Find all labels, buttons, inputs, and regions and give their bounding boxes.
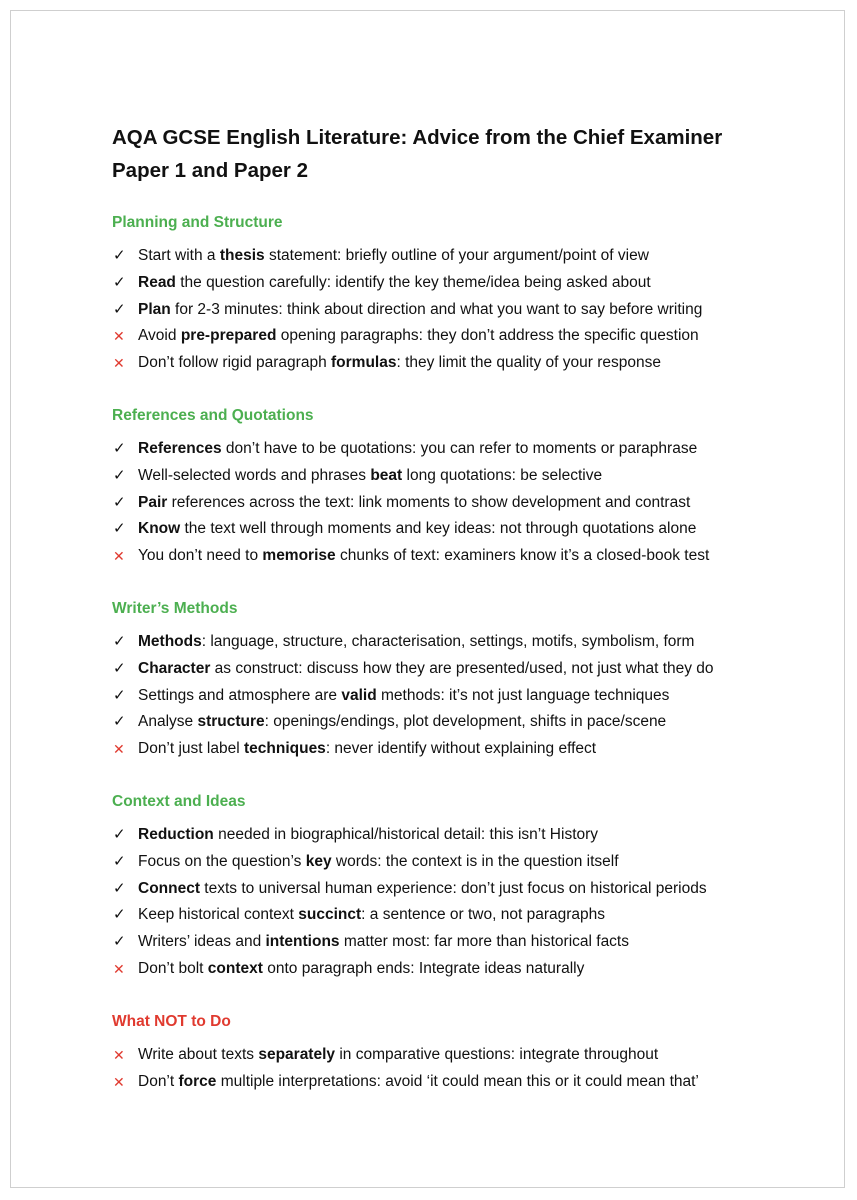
check-icon: ✓ bbox=[113, 713, 126, 731]
advice-item bbox=[112, 490, 792, 517]
section-4 bbox=[112, 791, 792, 983]
advice-item bbox=[112, 270, 792, 297]
advice-keyword: key bbox=[305, 852, 332, 870]
check-icon: ✓ bbox=[113, 273, 126, 291]
advice-list bbox=[112, 629, 792, 763]
cross-icon: ✕ bbox=[113, 1046, 125, 1063]
advice-text-after: : language, structure, characterisation, settings, motifs, symbolism, form bbox=[201, 632, 695, 650]
section-1 bbox=[112, 212, 792, 377]
advice-text-after: matter most: far more than historical facts bbox=[339, 933, 629, 951]
check-icon: ✓ bbox=[113, 852, 126, 870]
advice-text-after: methods: it’s not just language techniques bbox=[376, 686, 670, 704]
advice-text-after: multiple interpretations: avoid ‘it could mean this or it could mean that’ bbox=[216, 1072, 699, 1090]
advice-text-after: : a sentence or two, not paragraphs bbox=[361, 906, 606, 924]
advice-item bbox=[112, 929, 792, 956]
advice-item bbox=[112, 516, 792, 543]
advice-keyword: separately bbox=[258, 1045, 336, 1063]
cross-icon: ✕ bbox=[113, 328, 125, 345]
check-icon: ✓ bbox=[113, 493, 126, 511]
check-icon: ✓ bbox=[113, 247, 126, 264]
advice-text-before: Focus on the question’s bbox=[138, 852, 306, 870]
advice-text-after: long quotations: be selective bbox=[402, 466, 603, 484]
advice-item bbox=[112, 709, 792, 736]
title-line-1: AQA GCSE English Literature: Advice from the Chief Examiner bbox=[112, 126, 723, 149]
advice-keyword: beat bbox=[370, 466, 403, 484]
cross-icon: ✕ bbox=[113, 548, 125, 565]
advice-keyword: Reduction bbox=[138, 825, 214, 843]
advice-text-after: chunks of text: examiners know it’s a closed-book test bbox=[335, 547, 710, 565]
cross-icon: ✕ bbox=[113, 1073, 125, 1090]
advice-text-after: the text well through moments and key ideas: not through quotations alone bbox=[180, 520, 697, 538]
check-icon: ✓ bbox=[113, 659, 126, 677]
advice-item bbox=[112, 822, 792, 849]
advice-text-before: Don’t bbox=[138, 1072, 179, 1090]
advice-keyword: Methods bbox=[138, 632, 202, 650]
check-icon: ✓ bbox=[113, 906, 126, 924]
advice-item bbox=[112, 683, 792, 710]
cross-icon: ✕ bbox=[113, 960, 125, 977]
advice-item bbox=[112, 736, 792, 763]
advice-keyword: Connect bbox=[138, 879, 200, 897]
sections-container bbox=[112, 212, 792, 1095]
advice-text-after: for 2-3 minutes: think about direction and what you want to say before writing bbox=[170, 300, 703, 318]
advice-keyword: force bbox=[178, 1072, 217, 1090]
advice-text-after: : never identify without explaining effect bbox=[325, 740, 597, 758]
advice-text-after: : they limit the quality of your response bbox=[396, 354, 661, 372]
advice-text-before: Well-selected words and phrases bbox=[138, 466, 371, 484]
advice-text-after: don’t have to be quotations: you can refer to moments or paraphrase bbox=[221, 439, 698, 457]
advice-item bbox=[112, 463, 792, 490]
advice-keyword: thesis bbox=[219, 247, 265, 264]
advice-keyword: References bbox=[138, 439, 222, 457]
section-heading: What NOT to Do bbox=[112, 1012, 231, 1030]
document-content bbox=[112, 121, 792, 1095]
advice-item bbox=[112, 436, 792, 463]
advice-list bbox=[112, 436, 792, 570]
advice-item bbox=[112, 902, 792, 929]
advice-keyword: Read bbox=[138, 273, 176, 291]
section-heading: References and Quotations bbox=[112, 406, 314, 424]
section-heading: Planning and Structure bbox=[112, 214, 283, 231]
advice-text-before: Writers’ ideas and bbox=[138, 933, 266, 951]
section-2 bbox=[112, 405, 792, 570]
advice-keyword: Pair bbox=[138, 493, 168, 511]
advice-text-before: Settings and atmosphere are bbox=[138, 686, 342, 704]
advice-text-before: You don’t need to bbox=[138, 547, 263, 565]
advice-list bbox=[112, 243, 792, 377]
check-icon: ✓ bbox=[113, 520, 126, 538]
advice-text-before: Avoid bbox=[138, 327, 181, 345]
section-5 bbox=[112, 1011, 792, 1096]
advice-item bbox=[112, 543, 792, 570]
section-heading: Context and Ideas bbox=[112, 792, 246, 810]
advice-keyword: formulas bbox=[331, 354, 397, 372]
advice-text-before: Keep historical context bbox=[138, 906, 299, 924]
advice-item bbox=[112, 656, 792, 683]
advice-text-before: Analyse bbox=[138, 713, 198, 731]
cross-icon: ✕ bbox=[113, 741, 125, 758]
advice-text-after: references across the text: link moments to show development and contrast bbox=[167, 493, 691, 511]
check-icon: ✓ bbox=[113, 686, 126, 704]
advice-text-before: Write about texts bbox=[138, 1045, 259, 1063]
check-icon: ✓ bbox=[113, 632, 126, 650]
advice-text-before: Don’t bolt bbox=[138, 959, 208, 977]
advice-text-before: Start with a bbox=[138, 247, 220, 264]
advice-item bbox=[112, 1042, 792, 1069]
advice-text-after: the question carefully: identify the key theme/idea being asked about bbox=[175, 273, 651, 291]
advice-text-after: words: the context is in the question itself bbox=[331, 852, 619, 870]
check-icon: ✓ bbox=[113, 439, 126, 457]
advice-list bbox=[112, 1042, 792, 1096]
advice-text-after: : openings/endings, plot development, shifts in pace/scene bbox=[264, 713, 667, 731]
advice-keyword: intentions bbox=[265, 933, 340, 951]
advice-item bbox=[112, 876, 792, 903]
advice-item bbox=[112, 849, 792, 876]
advice-item bbox=[112, 1069, 792, 1096]
advice-keyword: pre-prepared bbox=[180, 327, 277, 345]
title-line-2: Paper 1 and Paper 2 bbox=[112, 159, 308, 182]
advice-keyword: succinct bbox=[298, 906, 362, 924]
advice-text-after: opening paragraphs: they don’t address the specific question bbox=[276, 327, 699, 345]
cross-icon: ✕ bbox=[113, 355, 125, 372]
advice-item bbox=[112, 956, 792, 983]
check-icon: ✓ bbox=[113, 933, 126, 951]
advice-keyword: techniques bbox=[243, 740, 326, 758]
check-icon: ✓ bbox=[113, 466, 126, 484]
advice-text-before: Don’t just label bbox=[138, 740, 244, 758]
check-icon: ✓ bbox=[113, 300, 126, 318]
advice-keyword: Character bbox=[138, 659, 211, 677]
advice-keyword: Know bbox=[138, 520, 181, 538]
section-3 bbox=[112, 598, 792, 763]
document-page bbox=[10, 10, 845, 1188]
check-icon: ✓ bbox=[113, 879, 126, 897]
advice-text-after: statement: briefly outline of your argument/point of view bbox=[264, 247, 649, 264]
advice-text-after: in comparative questions: integrate throughout bbox=[335, 1045, 659, 1063]
advice-item bbox=[112, 629, 792, 656]
advice-keyword: memorise bbox=[262, 547, 336, 565]
advice-item bbox=[112, 243, 792, 270]
advice-text-after: needed in biographical/historical detail: this isn’t History bbox=[213, 825, 599, 843]
check-icon: ✓ bbox=[113, 825, 126, 843]
advice-keyword: Plan bbox=[138, 300, 171, 318]
advice-item bbox=[112, 323, 792, 350]
advice-item bbox=[112, 297, 792, 324]
advice-text-after: texts to universal human experience: don’t just focus on historical periods bbox=[200, 879, 707, 897]
advice-text-before: Don’t follow rigid paragraph bbox=[138, 354, 331, 372]
advice-keyword: valid bbox=[341, 686, 377, 704]
advice-text-after: as construct: discuss how they are presented/used, not just what they do bbox=[210, 659, 714, 677]
document-title bbox=[112, 121, 792, 187]
section-heading: Writer’s Methods bbox=[112, 599, 238, 617]
advice-item bbox=[112, 350, 792, 377]
advice-list bbox=[112, 822, 792, 983]
advice-text-after: onto paragraph ends: Integrate ideas naturally bbox=[262, 959, 585, 977]
advice-keyword: context bbox=[207, 959, 263, 977]
advice-keyword: structure bbox=[197, 713, 265, 731]
